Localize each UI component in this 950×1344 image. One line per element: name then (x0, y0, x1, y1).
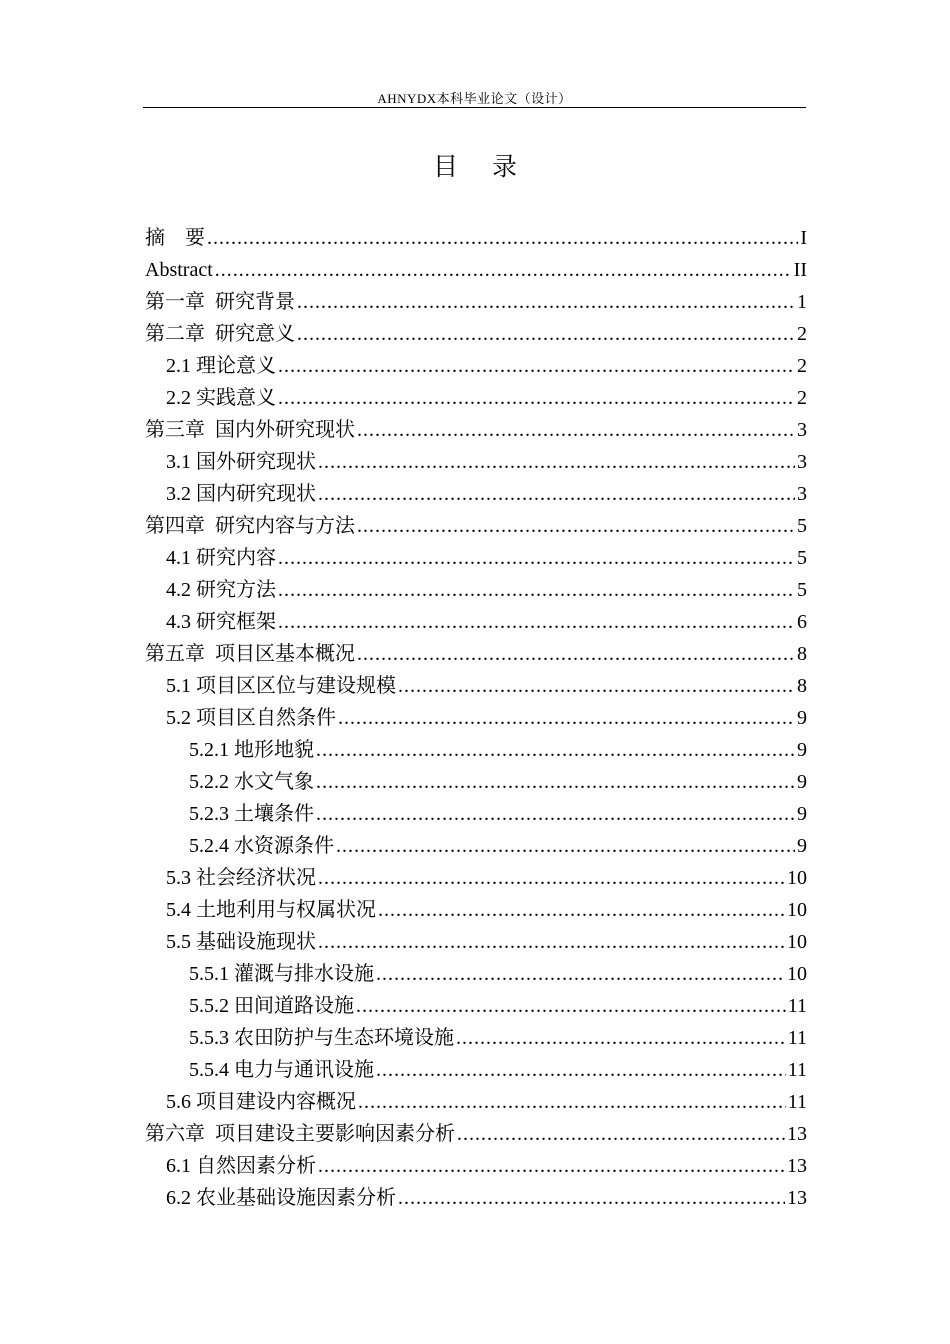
toc-entry-label: 5.4 土地利用与权属状况 (166, 899, 376, 921)
toc-entry-page: 9 (797, 835, 807, 857)
toc-entry-label: 5.2.4 水资源条件 (189, 835, 334, 857)
toc-entry[interactable] (145, 282, 807, 314)
toc-entry-page: 10 (787, 899, 807, 921)
toc-entry-page: 9 (797, 707, 807, 729)
toc-entry-label: 6.2 农业基础设施因素分析 (166, 1187, 396, 1209)
toc-dot-leader (378, 898, 785, 922)
toc-dot-leader (278, 354, 795, 378)
toc-dot-leader (318, 930, 785, 954)
page-title: 目录 (432, 154, 551, 181)
toc-dot-leader (358, 1090, 786, 1114)
toc-entry[interactable] (145, 410, 807, 442)
toc-entry-page: 11 (787, 1091, 807, 1113)
toc-entry-page: 10 (787, 963, 807, 985)
toc-entry-label: 5.5.1 灌溉与排水设施 (189, 963, 374, 985)
toc-dot-leader (376, 962, 785, 986)
toc-dot-leader (336, 834, 795, 858)
toc-dot-leader (215, 258, 792, 282)
toc-entry-page: 13 (787, 1155, 807, 1177)
toc-entry[interactable] (145, 538, 807, 570)
toc-entry[interactable] (145, 570, 807, 602)
toc-entry-page: 10 (787, 931, 807, 953)
toc-dot-leader (456, 1026, 786, 1050)
toc-entry-label: 5.2.3 土壤条件 (189, 803, 314, 825)
toc-dot-leader (316, 738, 795, 762)
toc-dot-leader (318, 450, 795, 474)
toc-entry[interactable] (145, 762, 807, 794)
toc-dot-leader (278, 578, 795, 602)
toc-entry-label: 2.1 理论意义 (166, 355, 276, 377)
toc-dot-leader (338, 706, 795, 730)
toc-entry-label: 5.5.3 农田防护与生态环境设施 (189, 1027, 454, 1049)
toc-entry[interactable] (145, 1114, 807, 1146)
toc-entry-page: II (793, 259, 807, 281)
toc-entry[interactable] (145, 826, 807, 858)
toc-dot-leader (357, 418, 795, 442)
toc-entry[interactable] (145, 378, 807, 410)
toc-dot-leader (278, 610, 795, 634)
toc-entry[interactable] (145, 1178, 807, 1210)
toc-dot-leader (278, 386, 795, 410)
toc-entry[interactable] (145, 698, 807, 730)
toc-entry-label: 摘 要 (145, 227, 205, 249)
toc-entry[interactable] (145, 1050, 807, 1082)
toc-entry-page: 11 (787, 995, 807, 1017)
toc-entry-page: 5 (797, 579, 807, 601)
toc-dot-leader (398, 1186, 785, 1210)
toc-entry[interactable] (145, 794, 807, 826)
toc-entry-label: 3.1 国外研究现状 (166, 451, 316, 473)
toc-entry[interactable] (145, 890, 807, 922)
toc-entry-page: 11 (787, 1027, 807, 1049)
toc-dot-leader (357, 642, 795, 666)
toc-dot-leader (357, 514, 795, 538)
toc-entry[interactable] (145, 314, 807, 346)
toc-entry-page: 3 (797, 483, 807, 505)
toc-entry-page: 5 (797, 515, 807, 537)
toc-entry[interactable] (145, 442, 807, 474)
toc-entry-label: 5.2 项目区自然条件 (166, 707, 336, 729)
toc-entry[interactable] (145, 218, 807, 250)
toc-dot-leader (318, 1154, 785, 1178)
toc-entry-label: 5.1 项目区区位与建设规模 (166, 675, 396, 697)
toc-entry-page: 6 (797, 611, 807, 633)
toc-entry-label: Abstract (145, 259, 213, 281)
toc-entry[interactable] (145, 602, 807, 634)
toc-entry[interactable] (145, 954, 807, 986)
header-rule (143, 107, 806, 108)
toc-entry-page: 9 (797, 803, 807, 825)
toc-entry-label: 4.1 研究内容 (166, 547, 276, 569)
page-header: AHNYDX本科毕业论文（设计） (377, 91, 572, 106)
toc-entry-page: 8 (797, 675, 807, 697)
toc-entry-label: 第六章 项目建设主要影响因素分析 (145, 1123, 455, 1145)
toc-entry-label: 5.2.1 地形地貌 (189, 739, 314, 761)
toc-entry[interactable] (145, 474, 807, 506)
toc-entry[interactable] (145, 346, 807, 378)
toc-dot-leader (207, 226, 798, 250)
toc-entry-page: 8 (797, 643, 807, 665)
toc-entry-label: 第三章 国内外研究现状 (145, 419, 355, 441)
toc-entry-label: 3.2 国内研究现状 (166, 483, 316, 505)
toc-dot-leader (457, 1122, 785, 1146)
toc-entry-page: 2 (797, 355, 807, 377)
toc-entry-page: 9 (797, 739, 807, 761)
toc-entry[interactable] (145, 250, 807, 282)
toc-entry-label: 第二章 研究意义 (145, 323, 295, 345)
toc-entry-page: 11 (787, 1059, 807, 1081)
toc-entry[interactable] (145, 858, 807, 890)
toc-entry-label: 第一章 研究背景 (145, 291, 295, 313)
toc-entry-label: 5.3 社会经济状况 (166, 867, 316, 889)
toc-entry[interactable] (145, 1082, 807, 1114)
toc-entry-label: 4.3 研究框架 (166, 611, 276, 633)
toc-entry-label: 5.5 基础设施现状 (166, 931, 316, 953)
toc-entry[interactable] (145, 1018, 807, 1050)
toc-entry-page: 2 (797, 387, 807, 409)
toc-dot-leader (316, 802, 795, 826)
toc-entry-label: 2.2 实践意义 (166, 387, 276, 409)
toc-dot-leader (398, 674, 795, 698)
toc-entry-label: 4.2 研究方法 (166, 579, 276, 601)
toc-entry[interactable] (145, 986, 807, 1018)
toc-entry-page: 13 (787, 1123, 807, 1145)
toc-dot-leader (297, 290, 795, 314)
toc-entry-label: 6.1 自然因素分析 (166, 1155, 316, 1177)
toc-entry-page: 13 (787, 1187, 807, 1209)
toc-entry-page: 5 (797, 547, 807, 569)
toc-entry-label: 5.5.4 电力与通讯设施 (189, 1059, 374, 1081)
toc-entry-page: 9 (797, 771, 807, 793)
toc-dot-leader (278, 546, 795, 570)
toc-entry-page: 1 (797, 291, 807, 313)
toc-entry[interactable] (145, 666, 807, 698)
toc-entry[interactable] (145, 506, 807, 538)
toc-entry-label: 5.2.2 水文气象 (189, 771, 314, 793)
toc-dot-leader (356, 994, 786, 1018)
toc-entry-label: 5.5.2 田间道路设施 (189, 995, 354, 1017)
table-of-contents (145, 218, 807, 1210)
toc-entry-label: 第四章 研究内容与方法 (145, 515, 355, 537)
toc-entry-page: 3 (797, 419, 807, 441)
toc-entry[interactable] (145, 922, 807, 954)
toc-entry-page: I (800, 227, 807, 249)
toc-entry-page: 3 (797, 451, 807, 473)
toc-entry[interactable] (145, 1146, 807, 1178)
toc-entry-page: 2 (797, 323, 807, 345)
toc-dot-leader (318, 866, 785, 890)
toc-dot-leader (318, 482, 795, 506)
toc-entry-label: 第五章 项目区基本概况 (145, 643, 355, 665)
toc-entry[interactable] (145, 730, 807, 762)
toc-dot-leader (297, 322, 795, 346)
toc-entry-label: 5.6 项目建设内容概况 (166, 1091, 356, 1113)
toc-dot-leader (316, 770, 795, 794)
toc-dot-leader (376, 1058, 786, 1082)
toc-entry-page: 10 (787, 867, 807, 889)
toc-entry[interactable] (145, 634, 807, 666)
